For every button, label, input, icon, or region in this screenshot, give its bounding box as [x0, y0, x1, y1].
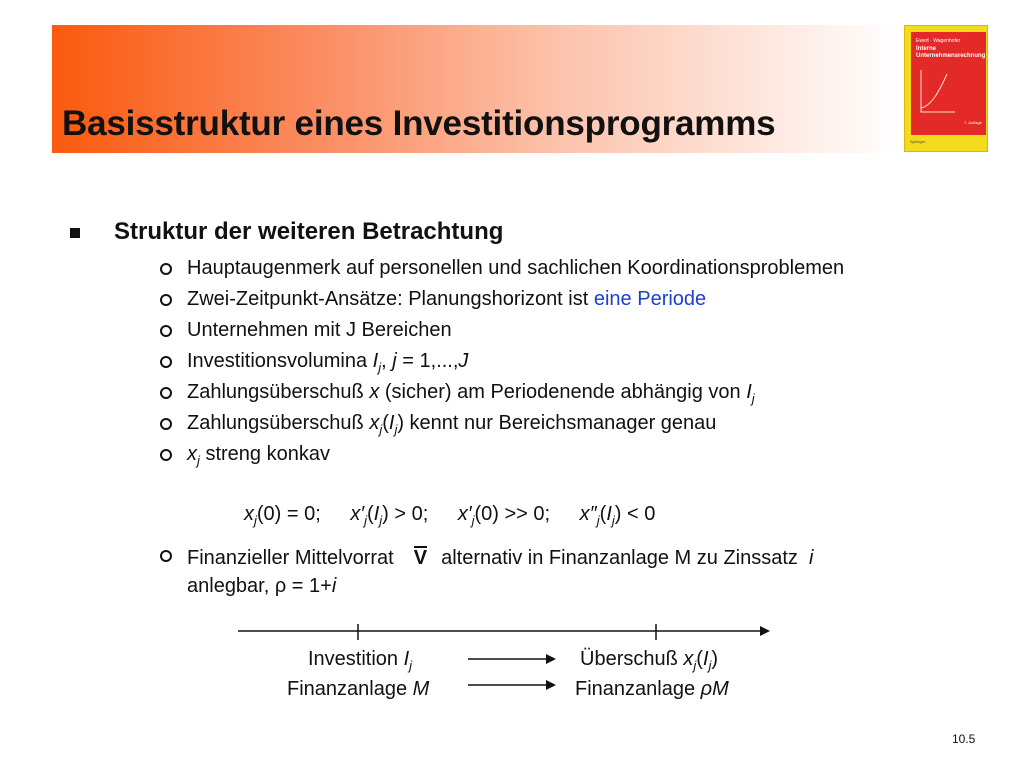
- book-title: Interne Unternehmensrechnung: [916, 46, 986, 59]
- flow-ueberschuss: Überschuß $x_j(I_j)$: [580, 648, 719, 673]
- list-item: $x_j$ streng konkav: [187, 443, 330, 468]
- list-item: Unternehmen mit J Bereichen: [187, 319, 452, 341]
- highlight-text: eine Periode: [593, 288, 707, 310]
- circle-bullet-icon: [160, 263, 172, 275]
- list-item: Zahlungsüberschuß x (sicher) am Periodenende abhängig von $I_j$: [187, 381, 755, 406]
- page-title: Basisstruktur eines Investitionsprogramms: [62, 104, 776, 143]
- flow-investition: Investition $I_j$: [308, 648, 413, 673]
- flow-finanzanlage-left: Finanzanlage M: [287, 678, 430, 700]
- page-number: 10.5: [952, 732, 976, 746]
- book-edition: 7. Auflage: [964, 120, 982, 125]
- flow-arrow-icon: [468, 652, 558, 666]
- list-item: Zahlungsüberschuß $x_j(I_j)$ kennt nur Bereichsmanager genau: [187, 412, 717, 437]
- book-cover-red-panel: [911, 32, 986, 135]
- circle-bullet-icon: [160, 294, 172, 306]
- square-bullet-icon: [70, 228, 80, 238]
- book-cover-image: [904, 25, 988, 152]
- book-authors: Ewert · Wagenhofer: [916, 38, 961, 44]
- circle-bullet-icon: [160, 325, 172, 337]
- list-item: Finanzieller Mittelvorrat V alternativ in Finanzanlage M zu Zinssatz i anlegbar, ρ = 1+i: [187, 547, 814, 597]
- book-publisher: Springer: [910, 139, 926, 144]
- circle-bullet-icon: [160, 550, 172, 562]
- circle-bullet-icon: [160, 449, 172, 461]
- concavity-formula: $x_j(0) = 0$; $x'_j(I_j) > 0$; $x'_j(0) >> 0$; $x''_j(I_j) < 0$: [244, 503, 656, 528]
- book-curve-icon: [917, 68, 957, 116]
- list-item: Hauptaugenmerk auf personellen und sachlichen Koordinationsproblemen: [187, 257, 845, 279]
- flow-finanzanlage-right: Finanzanlage ρM: [575, 678, 729, 700]
- circle-bullet-icon: [160, 418, 172, 430]
- list-item: Investitionsvolumina $I_j$, j = 1,...,J: [187, 350, 469, 375]
- circle-bullet-icon: [160, 356, 172, 368]
- timeline-arrow: [238, 624, 772, 644]
- circle-bullet-icon: [160, 387, 172, 399]
- flow-arrow-icon: [468, 678, 558, 692]
- v-bar-symbol: V: [413, 547, 428, 569]
- section-heading: Struktur der weiteren Betrachtung: [114, 218, 504, 245]
- list-item: Zwei-Zeitpunkt-Ansätze: Planungshorizont ist eine Periode: [187, 288, 707, 310]
